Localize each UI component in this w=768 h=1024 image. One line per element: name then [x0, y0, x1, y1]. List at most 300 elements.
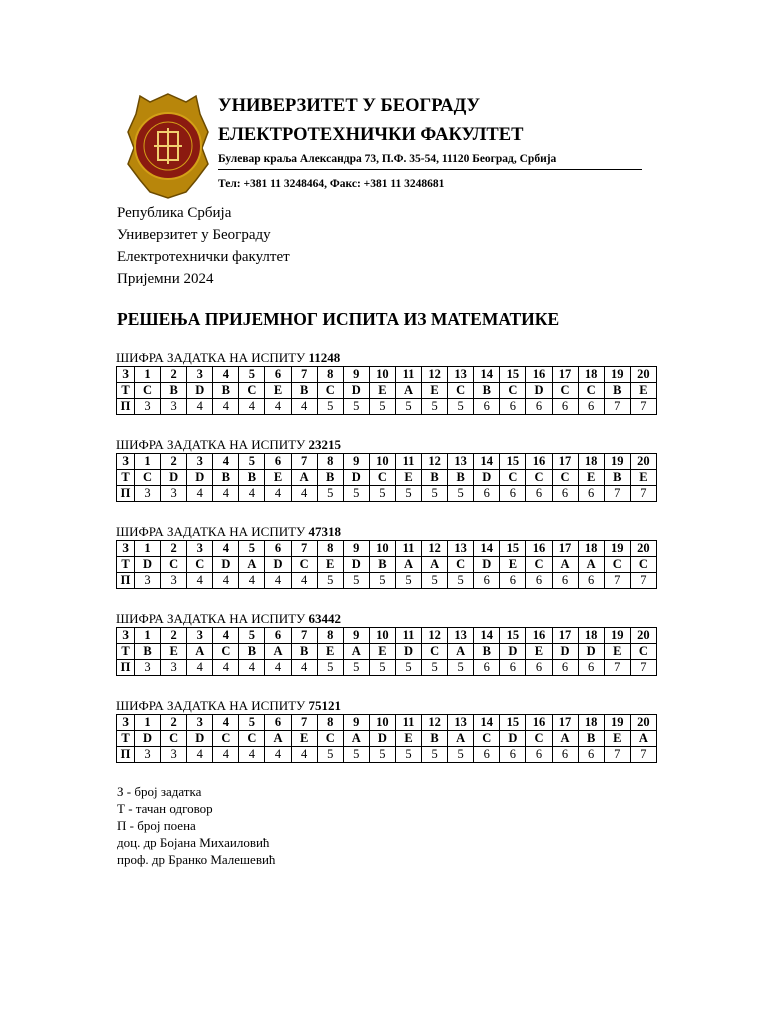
table-cell: 4	[213, 486, 239, 502]
table-cell: 5	[343, 747, 369, 763]
answer-key-block	[116, 349, 657, 415]
table-cell: 7	[291, 367, 317, 383]
table-cell: 5	[317, 486, 343, 502]
variant-code: 63442	[308, 611, 341, 626]
table-cell: D	[369, 731, 395, 747]
table-cell: 4	[187, 747, 213, 763]
table-cell: 5	[448, 573, 474, 589]
table-cell: D	[343, 557, 369, 573]
table-cell: D	[395, 644, 421, 660]
row-label: Т	[117, 557, 135, 573]
table-cell: 20	[630, 628, 656, 644]
table-cell: B	[213, 383, 239, 399]
table-cell: 5	[422, 399, 448, 415]
table-cell: 4	[291, 747, 317, 763]
table-cell: D	[187, 731, 213, 747]
table-cell: 14	[474, 628, 500, 644]
variant-code: 11248	[308, 350, 341, 365]
variant-code: 75121	[308, 698, 341, 713]
table-cell: 5	[239, 367, 265, 383]
table-cell: 11	[395, 454, 421, 470]
table-cell: 6	[265, 367, 291, 383]
table-row	[117, 573, 657, 589]
row-label: Т	[117, 470, 135, 486]
table-cell: 14	[474, 715, 500, 731]
table-cell: 5	[343, 660, 369, 676]
table-cell: 4	[239, 399, 265, 415]
table-cell: 12	[422, 541, 448, 557]
table-cell: 17	[552, 628, 578, 644]
table-cell: 7	[291, 628, 317, 644]
table-cell: E	[161, 644, 187, 660]
table-cell: 18	[578, 715, 604, 731]
table-cell: 12	[422, 715, 448, 731]
table-cell: B	[239, 470, 265, 486]
legend-line: З - број задатка	[117, 784, 202, 799]
table-cell: 1	[135, 454, 161, 470]
table-row	[117, 715, 657, 731]
table-cell: 8	[317, 367, 343, 383]
table-cell: 16	[526, 367, 552, 383]
table-row	[117, 541, 657, 557]
table-cell: 6	[526, 660, 552, 676]
table-row	[117, 628, 657, 644]
table-cell: B	[448, 470, 474, 486]
table-cell: 4	[213, 367, 239, 383]
table-cell: 4	[239, 573, 265, 589]
table-cell: A	[552, 731, 578, 747]
table-cell: A	[343, 731, 369, 747]
table-cell: E	[630, 383, 656, 399]
table-cell: A	[448, 731, 474, 747]
table-cell: B	[578, 731, 604, 747]
variant-code-label	[116, 436, 657, 453]
table-cell: E	[422, 383, 448, 399]
table-cell: E	[317, 557, 343, 573]
table-cell: D	[343, 383, 369, 399]
table-cell: 5	[239, 541, 265, 557]
table-cell: 5	[343, 399, 369, 415]
table-cell: D	[161, 470, 187, 486]
intro-line: Пријемни 2024	[117, 271, 214, 287]
table-cell: 5	[369, 399, 395, 415]
letterhead	[126, 92, 646, 200]
table-cell: 6	[500, 486, 526, 502]
table-cell: B	[239, 644, 265, 660]
table-cell: 7	[291, 541, 317, 557]
code-prefix: ШИФРА ЗАДАТКА НА ИСПИТУ	[116, 437, 306, 452]
table-cell: 5	[239, 454, 265, 470]
table-cell: 3	[135, 747, 161, 763]
table-cell: 9	[343, 715, 369, 731]
table-cell: 2	[161, 454, 187, 470]
table-cell: A	[239, 557, 265, 573]
answer-table	[116, 366, 657, 415]
table-row	[117, 367, 657, 383]
table-cell: 9	[343, 541, 369, 557]
table-cell: D	[187, 383, 213, 399]
table-cell: 5	[448, 660, 474, 676]
faculty-address: Булевар краља Александра 73, П.Ф. 35-54, 11120 Београд, Србија	[218, 153, 557, 165]
table-cell: 4	[187, 399, 213, 415]
table-cell: 4	[265, 486, 291, 502]
table-cell: 5	[395, 660, 421, 676]
table-cell: 4	[291, 486, 317, 502]
table-cell: 18	[578, 628, 604, 644]
table-cell: 6	[552, 660, 578, 676]
table-cell: 3	[187, 454, 213, 470]
table-cell: C	[213, 644, 239, 660]
table-cell: 5	[369, 660, 395, 676]
table-cell: 20	[630, 541, 656, 557]
table-cell: 3	[135, 399, 161, 415]
table-cell: B	[213, 470, 239, 486]
table-cell: E	[395, 470, 421, 486]
table-cell: D	[552, 644, 578, 660]
row-label: З	[117, 454, 135, 470]
table-cell: 5	[448, 747, 474, 763]
table-cell: 2	[161, 715, 187, 731]
answer-key-block	[116, 610, 657, 676]
table-cell: 3	[135, 573, 161, 589]
header-divider	[218, 169, 642, 170]
table-cell: C	[369, 470, 395, 486]
table-cell: E	[630, 470, 656, 486]
table-cell: 5	[239, 715, 265, 731]
table-cell: 3	[187, 715, 213, 731]
table-cell: 5	[369, 486, 395, 502]
table-cell: 6	[578, 660, 604, 676]
table-row	[117, 731, 657, 747]
table-cell: 6	[500, 573, 526, 589]
row-label: Т	[117, 644, 135, 660]
table-cell: D	[526, 383, 552, 399]
table-cell: 1	[135, 715, 161, 731]
table-cell: 5	[317, 747, 343, 763]
table-cell: 4	[213, 660, 239, 676]
table-cell: 3	[135, 660, 161, 676]
intro-line: Република Србија	[117, 205, 232, 221]
table-cell: 4	[291, 660, 317, 676]
table-cell: 4	[265, 573, 291, 589]
table-cell: 5	[395, 399, 421, 415]
table-cell: 6	[500, 660, 526, 676]
table-cell: A	[448, 644, 474, 660]
table-cell: A	[265, 731, 291, 747]
table-cell: 20	[630, 367, 656, 383]
table-cell: 4	[213, 454, 239, 470]
table-cell: B	[161, 383, 187, 399]
table-cell: 15	[500, 367, 526, 383]
table-row	[117, 383, 657, 399]
variant-code: 47318	[308, 524, 341, 539]
table-cell: A	[395, 557, 421, 573]
table-cell: 7	[630, 399, 656, 415]
table-cell: 4	[239, 660, 265, 676]
table-cell: A	[291, 470, 317, 486]
table-cell: D	[135, 557, 161, 573]
signature-line: доц. др Бојана Михаиловић	[117, 835, 270, 850]
table-cell: A	[187, 644, 213, 660]
code-prefix: ШИФРА ЗАДАТКА НА ИСПИТУ	[116, 611, 306, 626]
table-cell: 19	[604, 715, 630, 731]
table-cell: 7	[630, 486, 656, 502]
variant-code-label	[116, 523, 657, 540]
table-cell: C	[239, 383, 265, 399]
table-cell: 4	[239, 486, 265, 502]
table-cell: C	[317, 731, 343, 747]
table-cell: 5	[317, 399, 343, 415]
table-cell: 14	[474, 367, 500, 383]
table-cell: 11	[395, 715, 421, 731]
table-cell: 10	[369, 628, 395, 644]
table-cell: C	[317, 383, 343, 399]
page-title: РЕШЕЊА ПРИЈЕМНОГ ИСПИТА ИЗ МАТЕМАТИКЕ	[117, 309, 560, 329]
answer-key-block	[116, 523, 657, 589]
table-cell: 18	[578, 454, 604, 470]
table-cell: 7	[291, 715, 317, 731]
table-cell: A	[343, 644, 369, 660]
table-cell: 10	[369, 367, 395, 383]
table-row	[117, 557, 657, 573]
table-cell: 2	[161, 541, 187, 557]
table-cell: 4	[187, 660, 213, 676]
table-cell: B	[291, 644, 317, 660]
table-row	[117, 644, 657, 660]
table-row	[117, 399, 657, 415]
table-cell: 5	[317, 660, 343, 676]
table-cell: 13	[448, 367, 474, 383]
table-cell: C	[500, 383, 526, 399]
table-cell: C	[526, 557, 552, 573]
row-label: П	[117, 660, 135, 676]
table-cell: 7	[630, 747, 656, 763]
table-cell: B	[604, 383, 630, 399]
table-cell: C	[474, 731, 500, 747]
table-cell: C	[552, 383, 578, 399]
table-cell: 4	[265, 660, 291, 676]
table-cell: 12	[422, 628, 448, 644]
table-cell: 7	[291, 454, 317, 470]
table-cell: E	[369, 644, 395, 660]
table-cell: 1	[135, 628, 161, 644]
table-cell: B	[422, 731, 448, 747]
table-cell: 9	[343, 454, 369, 470]
table-cell: 13	[448, 715, 474, 731]
table-cell: 3	[161, 747, 187, 763]
table-cell: 11	[395, 541, 421, 557]
table-cell: 5	[422, 486, 448, 502]
table-cell: C	[161, 557, 187, 573]
table-cell: 6	[265, 628, 291, 644]
table-cell: 5	[239, 628, 265, 644]
intro-line: Електротехнички факултет	[117, 249, 290, 265]
table-cell: C	[422, 644, 448, 660]
table-cell: 4	[213, 715, 239, 731]
table-cell: C	[213, 731, 239, 747]
answer-key-block	[116, 697, 657, 763]
table-cell: E	[604, 731, 630, 747]
row-label: З	[117, 541, 135, 557]
row-label: Т	[117, 731, 135, 747]
table-cell: B	[317, 470, 343, 486]
code-prefix: ШИФРА ЗАДАТКА НА ИСПИТУ	[116, 350, 306, 365]
answer-key-block	[116, 436, 657, 502]
row-label: З	[117, 628, 135, 644]
table-cell: 6	[526, 399, 552, 415]
table-cell: 3	[161, 486, 187, 502]
table-cell: B	[135, 644, 161, 660]
table-cell: 8	[317, 628, 343, 644]
table-cell: E	[265, 470, 291, 486]
faculty-name: ЕЛЕКТРОТЕХНИЧКИ ФАКУЛТЕТ	[218, 125, 524, 145]
table-cell: 6	[474, 573, 500, 589]
row-label: П	[117, 399, 135, 415]
table-cell: 6	[474, 486, 500, 502]
table-cell: 9	[343, 628, 369, 644]
table-cell: 5	[343, 573, 369, 589]
table-cell: 5	[369, 573, 395, 589]
table-cell: 19	[604, 628, 630, 644]
table-cell: C	[161, 731, 187, 747]
table-cell: 12	[422, 367, 448, 383]
table-cell: 10	[369, 454, 395, 470]
table-cell: 6	[526, 486, 552, 502]
table-cell: 8	[317, 541, 343, 557]
table-cell: C	[526, 470, 552, 486]
table-cell: 4	[187, 486, 213, 502]
table-cell: C	[291, 557, 317, 573]
table-cell: 6	[500, 399, 526, 415]
table-cell: C	[552, 470, 578, 486]
table-cell: E	[604, 644, 630, 660]
table-cell: 3	[135, 486, 161, 502]
variant-code-label	[116, 697, 657, 714]
table-cell: 12	[422, 454, 448, 470]
table-cell: 7	[604, 573, 630, 589]
table-cell: 2	[161, 628, 187, 644]
table-cell: 7	[604, 747, 630, 763]
table-cell: 14	[474, 454, 500, 470]
table-cell: E	[500, 557, 526, 573]
table-cell: 10	[369, 541, 395, 557]
table-cell: 6	[265, 454, 291, 470]
table-cell: 4	[213, 573, 239, 589]
table-cell: C	[578, 383, 604, 399]
table-cell: C	[135, 383, 161, 399]
table-cell: E	[526, 644, 552, 660]
table-cell: 3	[187, 628, 213, 644]
table-cell: D	[265, 557, 291, 573]
table-cell: 18	[578, 541, 604, 557]
table-cell: 4	[213, 399, 239, 415]
answer-table	[116, 714, 657, 763]
table-cell: A	[422, 557, 448, 573]
table-cell: 6	[552, 486, 578, 502]
table-cell: 1	[135, 367, 161, 383]
table-cell: 19	[604, 454, 630, 470]
table-cell: 20	[630, 454, 656, 470]
table-cell: 15	[500, 715, 526, 731]
table-cell: 6	[474, 399, 500, 415]
table-cell: 4	[239, 747, 265, 763]
table-cell: E	[291, 731, 317, 747]
table-cell: 20	[630, 715, 656, 731]
table-cell: C	[135, 470, 161, 486]
faculty-contact: Тел: +381 11 3248464, Факс: +381 11 3248681	[218, 178, 445, 190]
table-cell: 6	[552, 573, 578, 589]
table-cell: D	[474, 470, 500, 486]
table-cell: 7	[630, 573, 656, 589]
table-row	[117, 470, 657, 486]
legend	[117, 783, 275, 868]
table-cell: 11	[395, 367, 421, 383]
table-cell: 15	[500, 628, 526, 644]
table-cell: D	[187, 470, 213, 486]
table-cell: D	[135, 731, 161, 747]
row-label: З	[117, 715, 135, 731]
answer-table	[116, 627, 657, 676]
table-cell: C	[630, 557, 656, 573]
table-cell: 15	[500, 541, 526, 557]
table-cell: 2	[161, 367, 187, 383]
table-cell: 4	[291, 573, 317, 589]
table-cell: 3	[187, 367, 213, 383]
row-label: З	[117, 367, 135, 383]
table-cell: 16	[526, 541, 552, 557]
table-cell: 6	[474, 747, 500, 763]
table-cell: 17	[552, 454, 578, 470]
table-cell: 16	[526, 715, 552, 731]
table-cell: 6	[265, 715, 291, 731]
table-cell: 5	[422, 660, 448, 676]
table-cell: 6	[552, 747, 578, 763]
table-cell: 6	[552, 399, 578, 415]
table-cell: 14	[474, 541, 500, 557]
table-cell: E	[395, 731, 421, 747]
table-cell: E	[578, 470, 604, 486]
table-cell: 5	[448, 399, 474, 415]
table-row	[117, 660, 657, 676]
table-cell: 10	[369, 715, 395, 731]
table-cell: 4	[291, 399, 317, 415]
table-cell: 6	[578, 747, 604, 763]
table-cell: 11	[395, 628, 421, 644]
table-cell: D	[500, 644, 526, 660]
table-cell: 1	[135, 541, 161, 557]
table-cell: D	[500, 731, 526, 747]
table-cell: 9	[343, 367, 369, 383]
table-cell: 13	[448, 541, 474, 557]
table-cell: C	[448, 383, 474, 399]
table-cell: 3	[161, 660, 187, 676]
table-cell: 4	[213, 628, 239, 644]
row-label: П	[117, 486, 135, 502]
table-cell: B	[604, 470, 630, 486]
table-cell: 6	[500, 747, 526, 763]
table-cell: 5	[343, 486, 369, 502]
table-cell: 15	[500, 454, 526, 470]
table-cell: 17	[552, 367, 578, 383]
table-cell: B	[291, 383, 317, 399]
table-cell: E	[265, 383, 291, 399]
legend-line: П - број поена	[117, 818, 196, 833]
table-row	[117, 454, 657, 470]
table-cell: 16	[526, 454, 552, 470]
table-cell: 5	[448, 486, 474, 502]
table-cell: 4	[213, 541, 239, 557]
intro-line: Универзитет у Београду	[117, 227, 271, 243]
